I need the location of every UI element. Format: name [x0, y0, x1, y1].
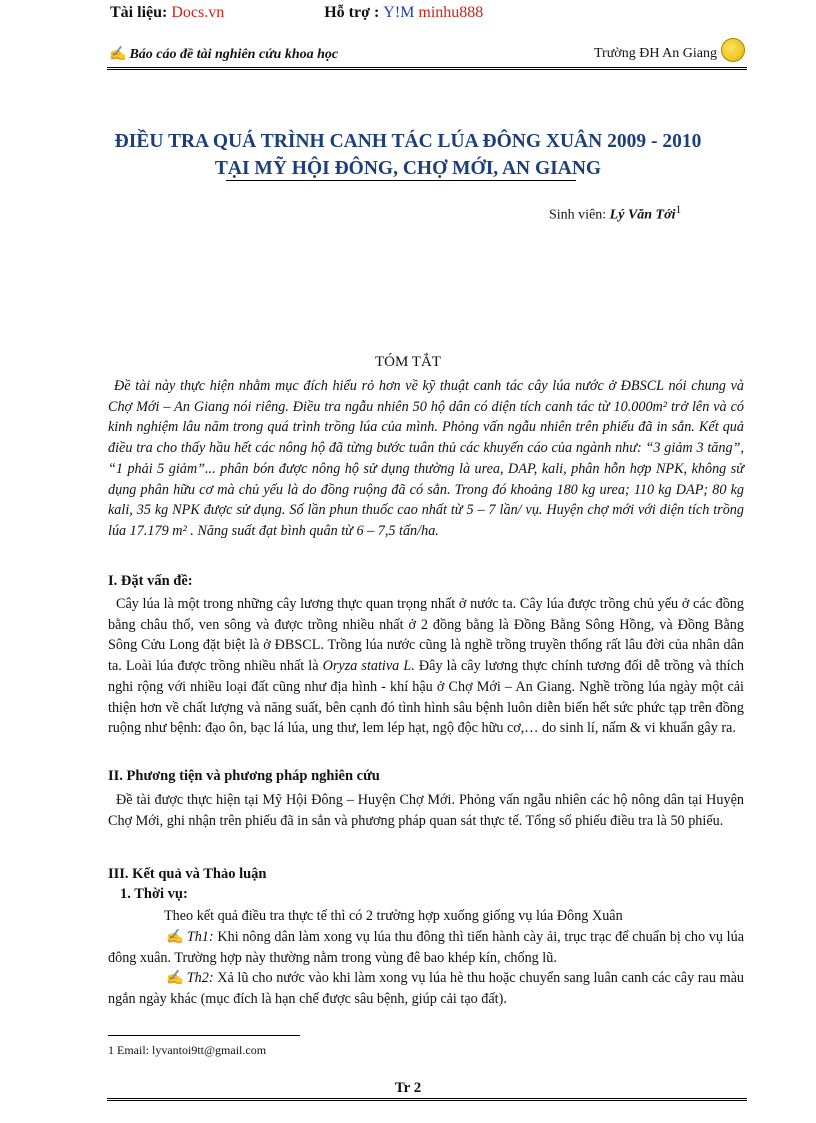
author-label: Sinh viên: [549, 207, 607, 223]
footnote-separator [108, 1035, 300, 1036]
author-footnote-mark: 1 [675, 203, 682, 216]
paper-title: ĐIỀU TRA QUÁ TRÌNH CANH TÁC LÚA ĐÔNG XUÂN 2009 - 2010 TẠI MỸ HỘI ĐÔNG, CHỢ MỚI, AN GIANG [114, 131, 702, 179]
section-1-text: Cây lúa là một trong những cây lương thực quan trọng nhất ở nước ta. Cây lúa được trồng chủ yếu ở các đồng bằng châu thổ, ven sông và được trồng nhiều nhất ở 2 đồng bằng là Đồng Bằng Sông Hồng, và Đồng Bằng Sông Cửu Long đặt biệt là ở ĐBSCL. Trồng lúa nước cũng là nghề trồng truyền thống rất lâu đời của nhân dân ta. Loài lúa được trồng nhiều nhất là Oryza stativa L. Đây là cây lương thực chính tương đối dễ trồng và thích nghi rộng với nhiều loại đất cũng như địa hình - khí hậu ở Chợ Mới – An Giang. Nghề trồng lúa ngày một cải thiện hơn về chất lượng và năng suất, bên cạnh đó tình hình sâu bệnh luôn diễn biến hết sức phức tạp trên đồng ruộng như bệnh: đạo ôn, bạc lá lúa, ung thư, lem lép hạt, ngộ độc hữu cơ,… do sinh lí, nấm & vi khuẩn gây ra. [108, 596, 744, 737]
section-2-heading: II. Phương tiện và phương pháp nghiên cứu [108, 768, 380, 784]
footnote-email: Email: lyvantoi9tt@gmail.com [114, 1043, 267, 1057]
case-1-label: Th1: [186, 929, 214, 945]
pen-icon: ✍ [166, 929, 184, 945]
abstract-text: Đề tài này thực hiện nhằm mục đích hiểu rỏ hơn về kỹ thuật canh tác cây lúa nước ở ĐBSCL nói chung và Chợ Mới – An Giang nói riêng. Điều tra ngẫu nhiên 50 hộ dân có diện tích canh tác từ 10.000m² trở lên và có kinh nghiệm lâu năm trong quá trình trồng lúa của mình. Phỏng vấn ngẫu nhiên trên phiếu đã in sẳn. Kết quả điều tra cho thấy hầu hết các nông hộ đã từng bước tuân thủ các khuyến cáo của ngành như: “3 giảm 3 tăng”, “1 phải 5 giảm”... phân bón được nông hộ sử dụng thường là urea, DAP, kali, phân hỗn hợp NPK, không sử dụng phân hữu cơ mà chủ yếu là do đồng ruộng đã có sẳn. Trong đó khoảng 180 kg urea; 110 kg DAP; 80 kg kali, 35 kg NPK được sử dụng. Số lần phun thuốc cao nhất từ 5 – 7 lần/ vụ. Huyện chợ mới với diện tích trồng lúa 17.179 m² . Năng suất đạt bình quân từ 6 – 7,5 tấn/ha. [108, 378, 744, 539]
pen-icon: ✍ [109, 47, 127, 62]
footnote-mark: 1 [108, 1043, 114, 1057]
subsection-1-heading: 1. Thời vụ: [120, 886, 188, 902]
section-3-heading: III. Kết quả và Thảo luận [108, 866, 267, 882]
abstract-heading: TÓM TẮT [375, 354, 441, 370]
header-rule [107, 67, 747, 70]
support-contact[interactable]: minhu888 [418, 4, 484, 21]
yim-label: Y!M [383, 4, 415, 21]
header-left: ✍ Báo cáo đề tài nghiên cứu khoa học [109, 47, 339, 62]
footnote [108, 1043, 266, 1058]
species-name: Oryza stativa L. [322, 658, 415, 675]
case-2-label: Th2: [186, 970, 214, 986]
docs-label: Tài liệu: [110, 4, 168, 21]
case-2-text: ✍ Th2: Xả lũ cho nước vào khi làm xong vụ lúa hè thu hoặc chuyển sang luân canh các cây rau màu ngắn ngày khác (mục đích là hạn chế được sâu bệnh, giúp cải tạo đất). [108, 970, 744, 1007]
running-header [109, 44, 745, 66]
docs-link[interactable]: Docs.vn [171, 4, 225, 21]
top-info-bar [110, 4, 483, 22]
author-name: Lý Văn Tới [609, 207, 676, 223]
footer-rule [107, 1098, 747, 1101]
section-3-intro: Theo kết quả điều tra thực tế thì có 2 trường hợp xuống giống vụ lúa Đông Xuân [164, 908, 623, 924]
title-underline [226, 180, 576, 181]
page-number: Tr 2 [394, 1080, 422, 1096]
section-2-text: Đề tài được thực hiện tại Mỹ Hội Đông – Huyện Chợ Mới. Phỏng vấn ngẫu nhiên các hộ nông dân tại Huyện Chợ Mới, ghi nhận trên phiếu đã in sẳn và phương pháp quan sát thực tế. Tổng số phiếu điều tra là 50 phiếu. [108, 792, 744, 829]
section-1-heading: I. Đặt vấn đề: [108, 573, 193, 589]
university-logo-icon [721, 38, 745, 62]
support-label: Hỗ trợ : [324, 4, 380, 21]
case-1-text: ✍ Th1: Khi nông dân làm xong vụ lúa thu đông thì tiến hành cày ải, trục trạc để chuẩn bị cho vụ lúa đông xuân. Trường hợp này thường nằm trong vùng đê bao khép kín, chống lũ. [108, 929, 744, 966]
author-line [549, 203, 681, 224]
header-right: Trường ĐH An Giang [594, 46, 717, 61]
pen-icon: ✍ [166, 970, 184, 986]
